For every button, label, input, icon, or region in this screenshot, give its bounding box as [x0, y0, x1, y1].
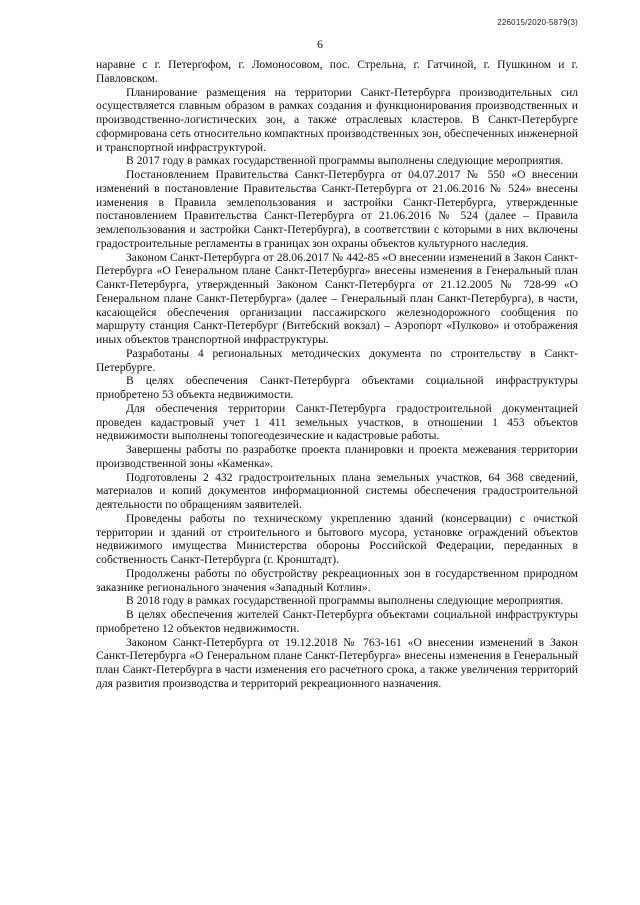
- paragraph: Подготовлены 2 432 градостроительных плана земельных участков, 64 368 сведений, материалов и копий документов информационной системы обеспечения градостроительной деятельности по обращениям заявителей.: [96, 470, 578, 511]
- paragraph: Завершены работы по разработке проекта планировки и проекта межевания территории производственной зоны «Каменка».: [96, 443, 578, 470]
- document-body: [96, 58, 578, 691]
- paragraph: Постановлением Правительства Санкт-Петербурга от 04.07.2017 № 550 «О внесении изменений в постановление Правительства Санкт-Петербурга от 21.06.2016 № 524» внесены изменения в Правила землепользования и застройки Санкт-Петербурга, утвержденные постановлением Правительства Санкт-Петербурга от 21.06.2016 № 524 (далее – Правила землепользования и застройки Санкт-Петербурга), в соответствии с которыми в них включены градостроительные регламенты в границах зон охраны объектов культурного наследия.: [96, 168, 578, 250]
- paragraph: В целях обеспечения жителей Санкт-Петербурга объектами социальной инфраструктуры приобретено 12 объектов недвижимости.: [96, 608, 578, 635]
- document-id: 226015/2020-5879(3): [497, 18, 578, 27]
- paragraph: Законом Санкт-Петербурга от 19.12.2018 № 763-161 «О внесении изменений в Закон Санкт-Петербурга «О Генеральном плане Санкт-Петербурга» внесены изменения в Генеральный план Санкт-Петербурга в части изменения его расчетного срока, а также увеличения территорий для развития производства и территорий рекреационного назначения.: [96, 635, 578, 690]
- paragraph: Проведены работы по техническому укреплению зданий (консервации) с очисткой территории и зданий от строительного и бытового мусора, установке ограждений объектов недвижимого имущества Министерства обороны Российской Федерации, переданных в собственность Санкт-Петербурга (г. Кронштадт).: [96, 511, 578, 566]
- paragraph: В 2017 году в рамках государственной программы выполнены следующие мероприятия.: [126, 154, 564, 168]
- paragraph: В целях обеспечения Санкт-Петербурга объектами социальной инфраструктуры приобретено 53 объекта недвижимости.: [96, 374, 578, 401]
- paragraph: Планирование размещения на территории Санкт-Петербурга производительных сил осуществляется главным образом в рамках создания и функционирования производственных и производственно-логистических зон, а также отраслевых кластеров. В Санкт-Петербурге сформирована сеть относительно компактных производственных зон, обеспеченных инженерной и транспортной инфраструктурой.: [96, 85, 578, 154]
- paragraph: Законом Санкт-Петербурга от 28.06.2017 № 442-85 «О внесении изменений в Закон Санкт-Петербурга «О Генеральном плане Санкт-Петербурга» внесены изменения в Генеральный план Санкт-Петербурга, утвержденный Законом Санкт-Петербурга от 21.12.2005 № 728-99 «О Генеральном плане Санкт-Петербурга» (далее – Генеральный план Санкт-Петербурга), в части, касающейся обеспечения организации пассажирского железнодорожного сообщения по маршруту станция Санкт-Петербург (Витебский вокзал) – Аэропорт «Пулково» и отображения иных объектов транспортной инфраструктуры.: [96, 250, 578, 346]
- page-number: 6: [317, 37, 323, 51]
- paragraph: наравне с г. Петергофом, г. Ломоносовом, пос. Стрельна, г. Гатчиной, г. Пушкином и г. Павловском.: [96, 58, 578, 85]
- paragraph: Продолжены работы по обустройству рекреационных зон в государственном природном заказнике регионального значения «Западный Котлин».: [96, 566, 578, 594]
- paragraph: В 2018 году в рамках государственной программы выполнены следующие мероприятия.: [126, 594, 564, 608]
- paragraph: Разработаны 4 региональных методических документа по строительству в Санкт-Петербурге.: [96, 346, 578, 374]
- paragraph: Для обеспечения территории Санкт-Петербурга градостроительной документацией проведен кадастровый учет 1 411 земельных участков, в отношении 1 453 объектов недвижимости выполнены топогеодезические и кадастровые работы.: [96, 401, 578, 443]
